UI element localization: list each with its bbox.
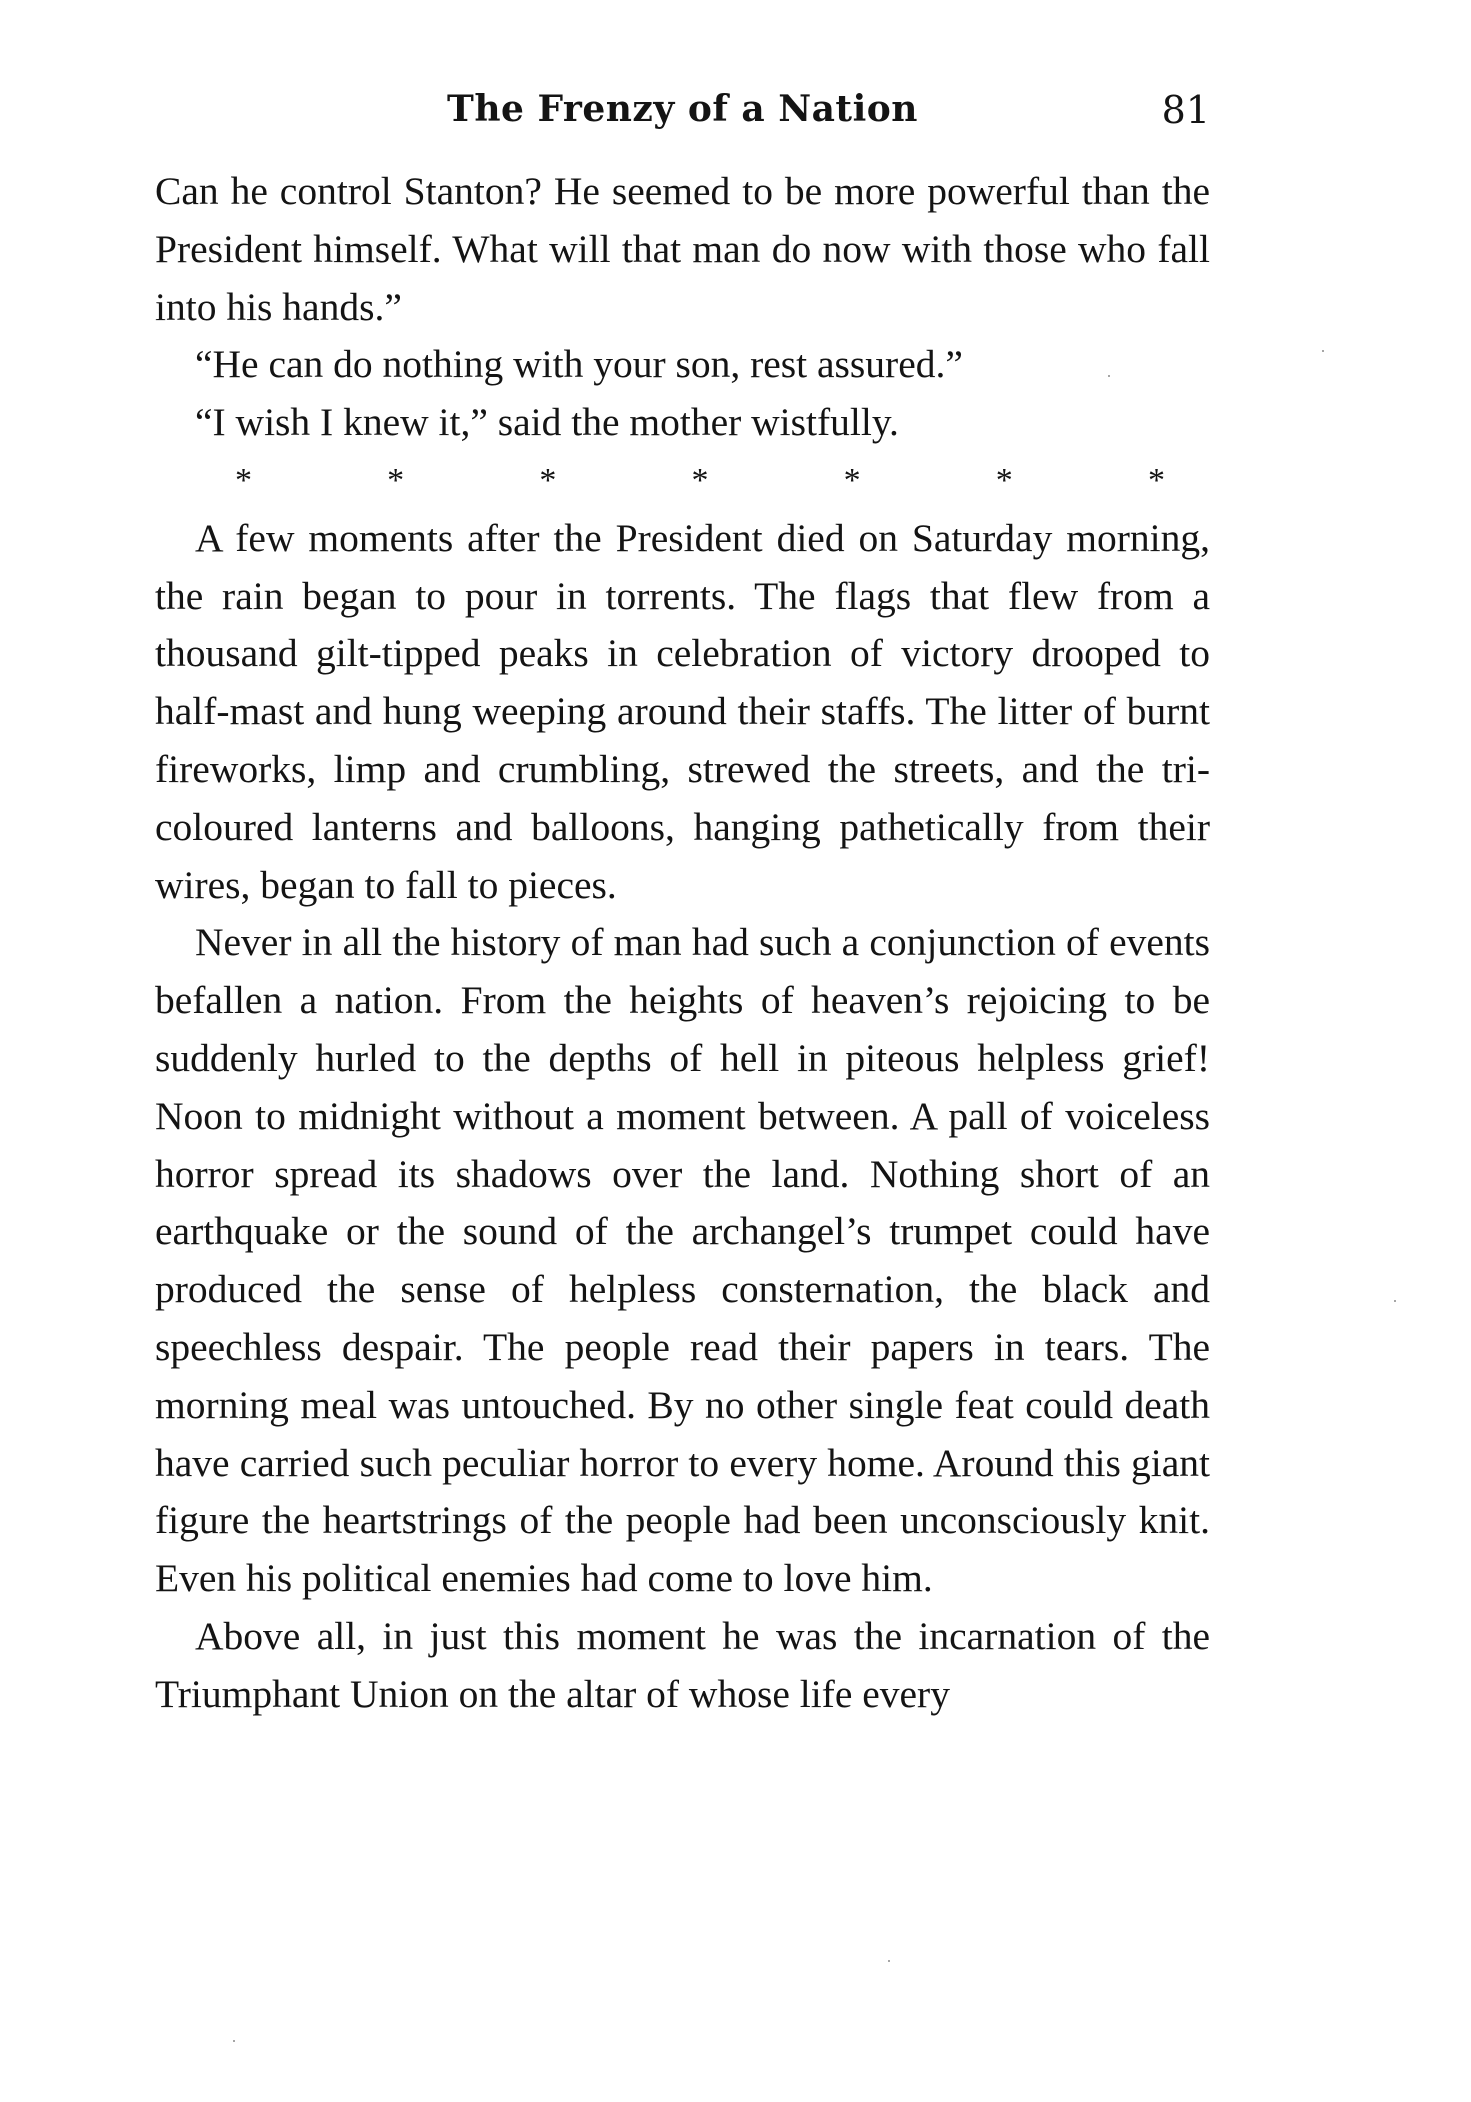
asterisk: * — [387, 461, 405, 499]
scan-speck — [233, 2040, 235, 2042]
book-page — [155, 0, 1210, 2102]
scan-speck — [1108, 375, 1110, 377]
asterisk: * — [843, 461, 861, 499]
asterisk: * — [235, 461, 252, 499]
section-break-asterism — [155, 452, 1210, 510]
running-title: The Frenzy of a Nation — [447, 88, 918, 130]
paragraph: Can he control Stanton? He seemed to be more powerful than the President himself. What will that man do now with those who fall into his hands.” — [155, 169, 1210, 329]
asterisk: * — [691, 461, 709, 499]
asterisk: * — [995, 461, 1013, 499]
scan-speck — [1394, 1300, 1396, 1302]
paragraph: A few moments after the President died on Saturday morning, the rain began to pour in torrents. The flags that flew from a thousand gilt-tipped peaks in celebration of victory drooped to half-mast and hung weeping around their staffs. The litter of burnt fireworks, limp and crumbling, strewed the streets, and the tri-coloured lanterns and balloons, hanging pathetically from their wires, began to fall to pieces. — [155, 515, 1210, 907]
paragraph: “I wish I knew it,” said the mother wistfully. — [195, 400, 899, 445]
asterisk: * — [1147, 461, 1165, 499]
scan-speck — [888, 1960, 890, 1962]
scan-speck — [1322, 350, 1324, 352]
asterisk: * — [539, 461, 557, 499]
page-number: 81 — [1161, 88, 1210, 132]
paragraph: “He can do nothing with your son, rest assured.” — [195, 342, 963, 387]
paragraph: Above all, in just this moment he was the incarnation of the Triumphant Union on the altar of whose life every — [155, 1613, 1210, 1716]
running-head — [155, 88, 1210, 138]
paragraph: Never in all the history of man had such a conjunction of events befallen a nation. From the heights of heaven’s rejoicing to be suddenly hurled to the depths of hell in piteous helpless grief! Noon to midnight without a moment between. A pall of voiceless horror spread its shadows over the land. Nothing short of an earthquake or the sound of the archangel’s trumpet could have produced the sense of helpless consternation, the black and speechless despair. The people read their papers in tears. The morning meal was untouched. By no other single feat could death have carried such peculiar horror to every home. Around this giant figure the heartstrings of the people had been unconsciously knit. Even his political enemies had come to love him. — [155, 920, 1210, 1601]
body-text — [155, 163, 1210, 1724]
